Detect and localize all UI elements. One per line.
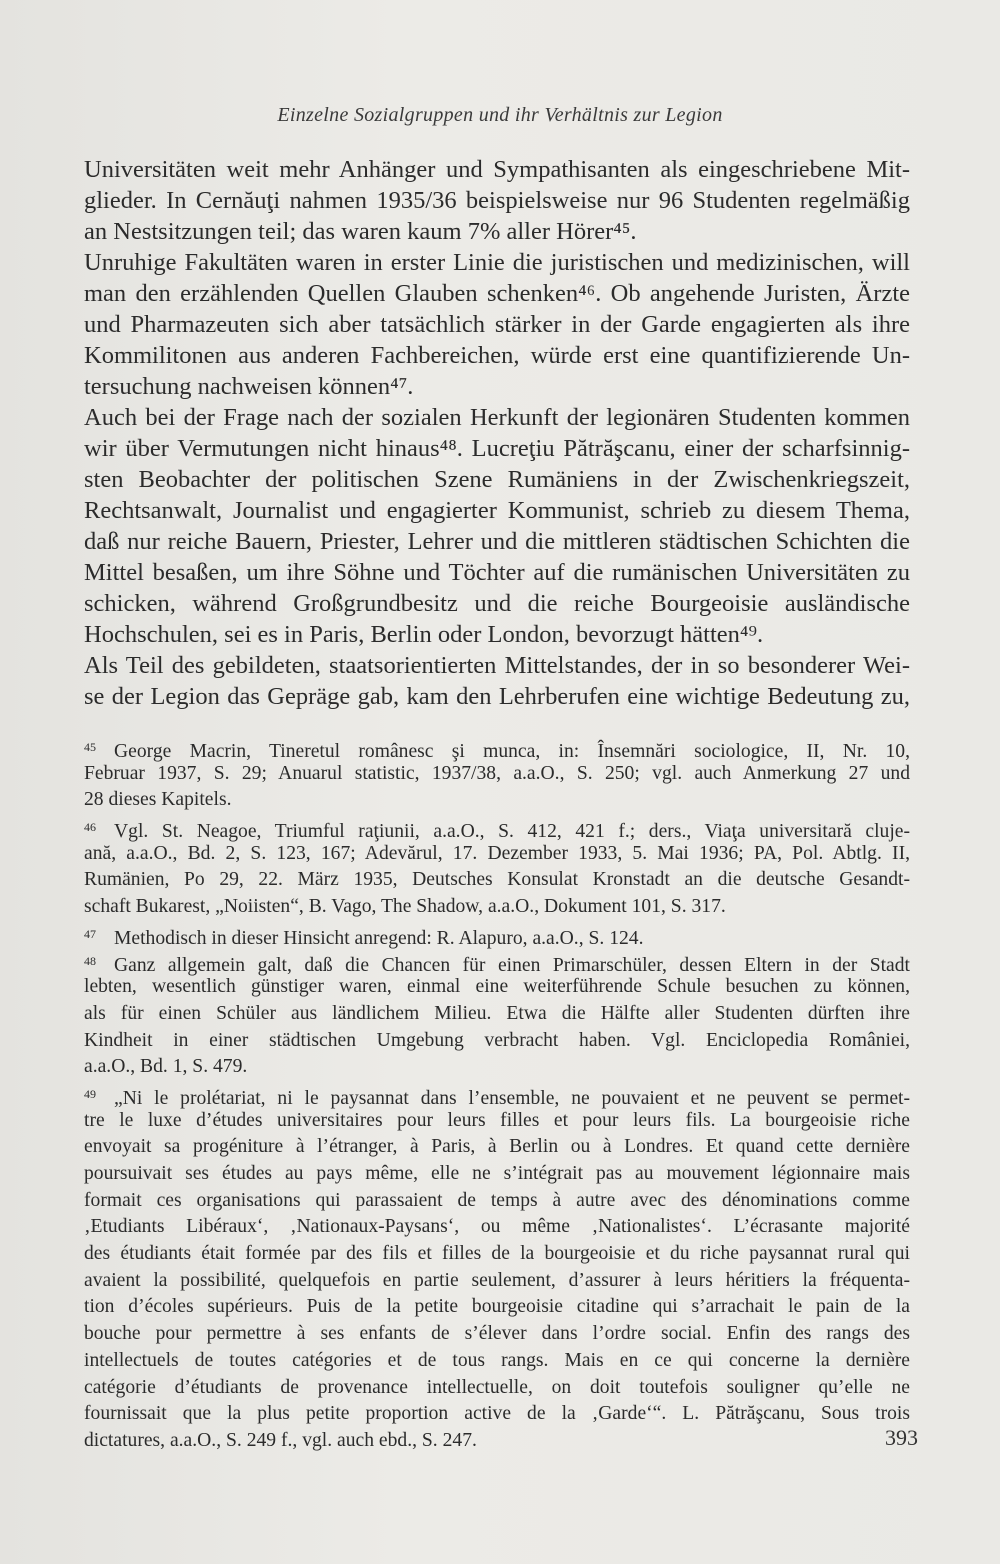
footnote-line: intellectuels de toutes catégories et de tous rangs. Mais en ce qui concerne la dernière bbox=[84, 1349, 910, 1371]
body-line: Universitäten weit mehr Anhänger und Sympathisanten als eingeschriebene Mit- bbox=[84, 156, 910, 183]
body-line: Rechtsanwalt, Journalist und engagierter Kommunist, schrieb zu diesem Thema, bbox=[84, 497, 910, 524]
footnotes bbox=[84, 734, 910, 1455]
footnote-49 bbox=[84, 1081, 910, 1455]
footnote-first-line bbox=[84, 1081, 910, 1108]
footnote-line: dictatures, a.a.O., S. 249 f., vgl. auch ebd., S. 247. bbox=[84, 1429, 477, 1451]
footnote-line: tre le luxe d’études universitaires pour leurs filles et pour leurs fils. La bourgeoisie riche bbox=[84, 1109, 910, 1131]
body-line: Hochschulen, sei es in Paris, Berlin oder London, bevorzugt hätten⁴⁹. bbox=[84, 621, 764, 648]
footnote-line: Kindheit in einer städtischen Umgebung verbracht haben. Vgl. Enciclopedia României, bbox=[84, 1029, 910, 1051]
footnote-line: ‚Etudiants Libéraux‘, ‚Nationaux-Paysans‘, ou même ‚Nationalistes‘. L’écrasante majorité bbox=[84, 1216, 910, 1238]
body-line: an Nestsitzungen teil; das waren kaum 7% aller Hörer⁴⁵. bbox=[84, 218, 637, 245]
body-line: Unruhige Fakultäten waren in erster Linie die juristischen und medizinischen, will bbox=[84, 249, 910, 276]
footnote-number: 45 bbox=[84, 740, 96, 754]
body-line: Mittel besaßen, um ihre Söhne und Töchter auf die rumänischen Universitäten zu bbox=[84, 559, 910, 586]
body-line: Kommilitonen aus anderen Fachbereichen, würde erst eine quantifizierende Un- bbox=[84, 342, 910, 369]
footnote-number: 49 bbox=[84, 1086, 96, 1101]
footnote-text: Vgl. St. Neagoe, Triumful raţiunii, a.a.O., S. 412, 421 f.; ders., Viaţa universitară cluje- bbox=[114, 821, 910, 843]
footnote-line: bouche pour permettre à ses enfants de s’élever dans l’ordre social. Enfin des rangs des bbox=[84, 1323, 910, 1345]
body-text bbox=[84, 154, 910, 712]
footnote-line: Rumänien, Po 29, 22. März 1935, Deutsches Konsulat Kronstadt an die deutsche Gesandt- bbox=[84, 869, 910, 891]
body-line: Als Teil des gebildeten, staatsorientierten Mittelstandes, der in so besonderer Wei- bbox=[84, 652, 910, 679]
footnote-line: a.a.O., Bd. 1, S. 479. bbox=[84, 1056, 248, 1078]
footnote-line: poursuivait ses études au pays même, elle ne s’intégrait pas au mouvement légionnaire mais bbox=[84, 1163, 910, 1184]
footnote-text: Methodisch in dieser Hinsicht anregend: R. Alapuro, a.a.O., S. 124. bbox=[114, 927, 644, 949]
footnote-line: fournissait que la plus petite proportion active de la ‚Garde‘“. L. Pătrăşcanu, Sous trois bbox=[84, 1403, 910, 1425]
footnote-45 bbox=[84, 734, 910, 814]
body-line: man den erzählenden Quellen Glauben schenken⁴⁶. Ob angehende Juristen, Ärzte bbox=[84, 280, 910, 307]
body-line: und Pharmazeuten sich aber tatsächlich stärker in der Garde engagierten als ihre bbox=[84, 311, 910, 338]
footnote-text: „Ni le prolétariat, ni le paysannat dans l’ensemble, ne pouvaient et ne peuvent se permet- bbox=[114, 1087, 910, 1109]
footnote-first-line bbox=[84, 814, 910, 841]
footnote-number: 47 bbox=[84, 926, 96, 941]
footnote-first-line bbox=[84, 948, 910, 975]
footnote-number: 48 bbox=[84, 953, 96, 968]
footnote-text: George Macrin, Tineretul românesc şi munca, in: Însemnări sociologice, II, Nr. 10, bbox=[114, 741, 910, 762]
footnote-text: Ganz allgemein galt, daß die Chancen für einen Primarschüler, dessen Eltern in der Stadt bbox=[114, 954, 910, 976]
footnote-first-line bbox=[84, 734, 910, 761]
page-number: 393 bbox=[885, 1425, 918, 1450]
footnote-line: formait ces organisations qui parassaient de temps à autre avec des dénominations comme bbox=[84, 1189, 910, 1211]
footnote-line: schaft Bukarest, „Noiisten“, B. Vago, The Shadow, a.a.O., Dokument 101, S. 317. bbox=[84, 896, 726, 918]
body-line: se der Legion das Gepräge gab, kam den Lehrberufen eine wichtige Bedeutung zu, bbox=[84, 683, 910, 710]
footnote-line: envoyait sa progéniture à l’étranger, à Paris, à Berlin ou à Londres. Et quand cette dernière bbox=[84, 1136, 910, 1158]
footnote-line: 28 dieses Kapitels. bbox=[84, 789, 232, 811]
footnote-line: des étudiants était formée par des fils et filles de la bourgeoisie et du riche paysannat rural qui bbox=[84, 1243, 910, 1265]
footnote-line: lebten, wesentlich günstiger waren, einmal eine weiterführende Schule besuchen zu können, bbox=[84, 976, 910, 998]
footnote-47 bbox=[84, 921, 910, 948]
footnote-line: avaient la possibilité, quelquefois en partie seulement, d’assurer à leurs héritiers la fréquenta- bbox=[84, 1269, 910, 1291]
footnote-line: tion d’écoles supérieurs. Puis de la petite bourgeoisie citadine qui s’arrachait le pain de la bbox=[84, 1296, 910, 1318]
body-line: glieder. In Cernăuţi nahmen 1935/36 beispielsweise nur 96 Studenten regelmäßig bbox=[84, 187, 910, 214]
body-line: tersuchung nachweisen können⁴⁷. bbox=[84, 373, 414, 400]
footnote-line: als für einen Schüler aus ländlichem Milieu. Etwa die Hälfte aller Studenten dürften ihre bbox=[84, 1002, 910, 1024]
footnote-line: Februar 1937, S. 29; Anuarul statistic, 1937/38, a.a.O., S. 250; vgl. auch Anmerkung 27 und bbox=[84, 762, 910, 784]
body-line: daß nur reiche Bauern, Priester, Lehrer und die mittleren städtischen Schichten die bbox=[84, 528, 910, 555]
footnote-first-line bbox=[84, 921, 910, 948]
body-line: Auch bei der Frage nach der sozialen Herkunft der legionären Studenten kommen bbox=[84, 404, 910, 431]
body-line: sten Beobachter der politischen Szene Rumäniens in der Zwischenkriegszeit, bbox=[84, 466, 910, 493]
footnote-line: ană, a.a.O., Bd. 2, S. 123, 167; Adevărul, 17. Dezember 1933, 5. Mai 1936; PA, Pol. Abtlg. II, bbox=[84, 842, 910, 864]
running-head: Einzelne Sozialgruppen und ihr Verhältnis zur Legion bbox=[277, 104, 723, 126]
footnote-46 bbox=[84, 814, 910, 921]
footnote-number: 46 bbox=[84, 820, 96, 835]
body-line: wir über Vermutungen nicht hinaus⁴⁸. Lucreţiu Pătrăşcanu, einer der scharfsinnig- bbox=[84, 435, 910, 462]
footnote-48 bbox=[84, 948, 910, 1081]
footnote-line: catégorie d’étudiants de provenance intellectuelle, on doit toutefois souligner qu’elle ne bbox=[84, 1376, 910, 1398]
body-line: schicken, während Großgrundbesitz und die reiche Bourgeoisie ausländische bbox=[84, 590, 910, 617]
